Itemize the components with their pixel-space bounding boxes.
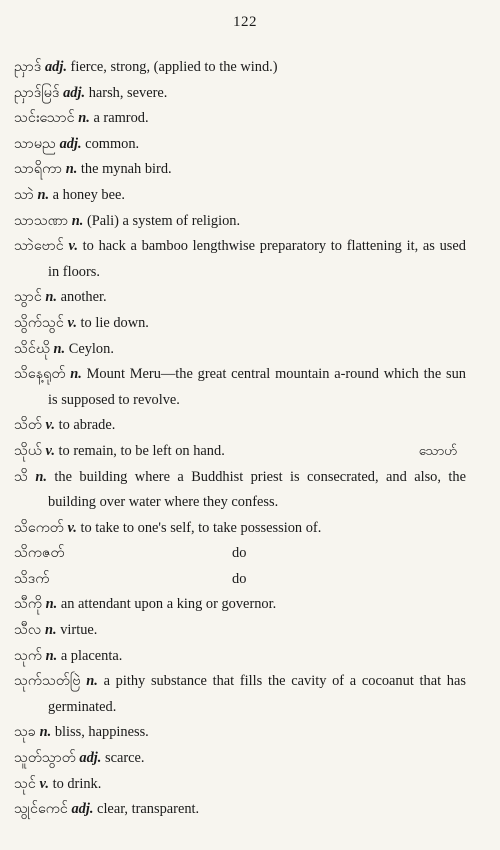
definition: harsh, severe. (85, 84, 168, 101)
headword: သုခ (14, 724, 37, 741)
headword: သာဲ (14, 186, 34, 203)
dictionary-entry (14, 81, 466, 107)
part-of-speech: adj. (63, 84, 86, 101)
headword: သွာင် (14, 289, 42, 306)
part-of-speech: n. (45, 289, 58, 306)
part-of-speech: n. (65, 161, 78, 178)
dictionary-entry (14, 439, 466, 465)
headword: သုင် (14, 775, 36, 792)
dictionary-entry: သိကဇတ် do (14, 541, 466, 567)
dictionary-entry (14, 311, 466, 337)
part-of-speech: n. (71, 212, 84, 229)
page-number: 122 (233, 14, 257, 30)
dictionary-entry (14, 285, 466, 311)
definition: a placenta. (57, 647, 123, 664)
part-of-speech: adj. (79, 750, 102, 767)
part-of-speech: n. (70, 366, 82, 383)
part-of-speech: adj. (44, 59, 67, 75)
part-of-speech: n. (37, 186, 50, 203)
dictionary-entry (14, 337, 466, 363)
headword: သာမည (14, 135, 56, 152)
dictionary-entry (14, 746, 466, 772)
dictionary-entry (14, 55, 466, 81)
definition: (Pali) a system of religion. (83, 212, 241, 229)
headword: သူတ်သွာတ် (14, 750, 76, 767)
dictionary-entry: သိဒက် do (14, 567, 466, 593)
part-of-speech: n. (45, 622, 57, 639)
definition: a honey bee. (49, 186, 125, 203)
headword: သာဲဗောင် (14, 238, 64, 255)
definition: a pithy substance that fills the cavity of a cocoanut that has germinated. (48, 673, 466, 715)
headword: သုက်သတ်ဗြဲ (14, 673, 81, 690)
dictionary-entry (14, 183, 466, 209)
definition: Mount Meru—the great central mountain a-round which the sun is supposed to revolve. (48, 366, 466, 408)
dictionary-entry (14, 234, 466, 285)
dictionary-entry (14, 516, 466, 542)
headword: သီလ (14, 622, 42, 639)
part-of-speech: v. (68, 238, 78, 255)
definition: virtue. (56, 622, 98, 639)
headword: သွိက်သွင် (14, 314, 64, 331)
headword: သိ (14, 468, 28, 485)
part-of-speech: n. (39, 724, 52, 741)
headword: သာသဏာ (14, 212, 69, 229)
definition: another. (57, 289, 107, 306)
dictionary-entry (14, 465, 466, 516)
definition: an attendant upon a king or governor. (57, 596, 277, 613)
definition: to abrade. (55, 417, 116, 434)
dictionary-entry (14, 669, 466, 720)
dictionary-entry (14, 797, 466, 823)
dictionary-entry (14, 592, 466, 618)
part-of-speech: n. (45, 596, 58, 613)
dictionary-entry (14, 362, 466, 413)
headword: သုက် (14, 647, 42, 664)
part-of-speech: v. (67, 519, 77, 536)
definition: the building where a Buddhist priest is consecrated, and also, the building over water where they confess. (46, 468, 466, 511)
headword: သိကေတ် (14, 519, 64, 536)
part-of-speech: v. (67, 314, 77, 331)
dictionary-entry (14, 772, 466, 798)
headword: သိဒက် (14, 570, 50, 587)
dictionary-entry (14, 106, 466, 132)
definition: common. (81, 135, 140, 152)
definition: to lie down. (76, 314, 149, 331)
headword: သိင်ဃို (14, 340, 50, 357)
definition: Ceylon. (65, 340, 114, 357)
part-of-speech: v. (45, 417, 55, 434)
definition: to drink. (48, 775, 102, 792)
dictionary-entry (14, 720, 466, 746)
part-of-speech: adj. (59, 135, 82, 152)
headword: သိုယ် (14, 442, 42, 459)
definition: bliss, happiness. (51, 724, 149, 741)
entry-list (14, 55, 466, 823)
headword: သွုင်ကေင် (14, 801, 68, 818)
definition: the mynah bird. (77, 161, 172, 178)
part-of-speech: adj. (71, 801, 94, 818)
definition: fierce, strong, (applied to the wind.) (66, 59, 278, 75)
part-of-speech: n. (53, 340, 66, 357)
definition: to take to one's self, to take possession of. (76, 519, 322, 536)
part-of-speech: n. (45, 647, 58, 664)
definition: a ramrod. (89, 110, 149, 127)
part-of-speech: n. (78, 110, 90, 127)
part-of-speech: n. (35, 468, 47, 485)
headword: သာရိကာ (14, 161, 63, 178)
dictionary-entry (14, 209, 466, 235)
part-of-speech: v. (39, 775, 49, 792)
part-of-speech: v. (45, 442, 55, 459)
dictionary-entry (14, 644, 466, 670)
dictionary-entry (14, 132, 466, 158)
headword: ညှာဒ်မြဒ် (14, 84, 60, 101)
definition: to hack a bamboo lengthwise preparatory to flattening it, as used in floors. (48, 238, 466, 280)
dictionary-entry (14, 157, 466, 183)
headword: သိတ် (14, 417, 42, 434)
definition: scarce. (101, 750, 145, 767)
headword: သိကဇတ် (14, 545, 65, 562)
part-of-speech: n. (86, 673, 98, 690)
definition: clear, transparent. (93, 801, 200, 818)
definition: to remain, to be left on hand. (54, 442, 225, 459)
headword: ညှာဒ် (14, 59, 42, 75)
headword: သင်းသောင် (14, 110, 75, 127)
dictionary-entry (14, 618, 466, 644)
dictionary-entry (14, 413, 466, 439)
headword: သီကို (14, 596, 42, 613)
margin-note: သောဟ် (418, 442, 458, 459)
headword: သိနေ့ရုတ် (14, 366, 66, 383)
